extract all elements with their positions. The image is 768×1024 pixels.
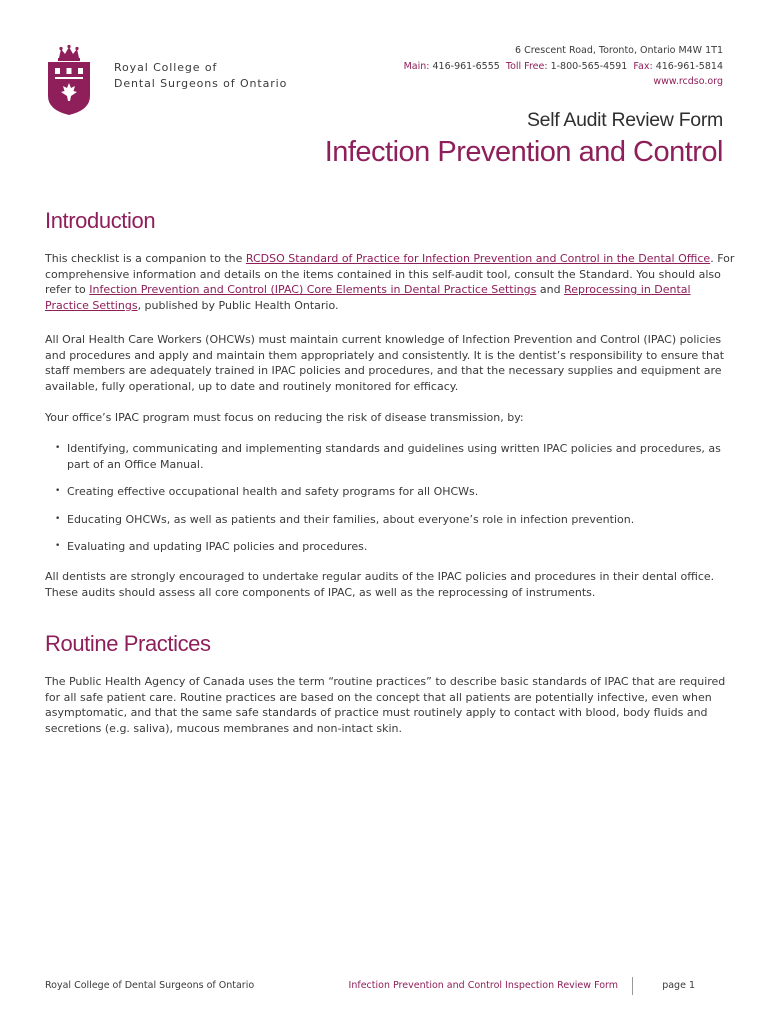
intro-paragraph-3: Your office’s IPAC program must focus on reducing the risk of disease transmission, by: bbox=[45, 411, 524, 424]
footer-divider bbox=[632, 977, 633, 995]
routine-practices-heading: Routine Practices bbox=[45, 631, 211, 656]
list-item-text: Creating effective occupational health and safety programs for all OHCWs. bbox=[67, 485, 479, 498]
list-item bbox=[45, 441, 735, 472]
fax-phone: 416-961-5814 bbox=[655, 60, 723, 72]
list-item-text: Identifying, communicating and implementing standards and guidelines using written IPAC policies and procedures, as part of an Office Manual. bbox=[67, 442, 721, 471]
phone-line bbox=[404, 59, 723, 75]
page-footer bbox=[45, 979, 723, 995]
list-item bbox=[45, 512, 735, 528]
rcdso-crest-logo bbox=[46, 44, 92, 116]
tollfree-label: Toll Free: bbox=[505, 60, 548, 72]
routine-paragraph-1: The Public Health Agency of Canada uses the term “routine practices” to describe basic standards of IPAC that are required for all safe patient care. Routine practices are based on the concept that all patients are potentially infective, even when asymptomatic, and that the same safe standards of practice must routinely apply to contact with blood, body fluids and secretions (e.g. saliva), mucous membranes and non-intact skin. bbox=[45, 675, 726, 735]
website-link[interactable]: www.rcdso.org bbox=[653, 76, 723, 87]
main-label: Main: bbox=[403, 60, 430, 72]
list-item bbox=[45, 484, 735, 500]
footer-form-name: Infection Prevention and Control Inspection Review Form bbox=[348, 980, 618, 991]
reprocessing-link[interactable]: Reprocessing in Dental Practice Settings bbox=[45, 283, 691, 312]
address: 6 Crescent Road, Toronto, Ontario M4W 1T1 bbox=[515, 45, 723, 56]
page-number: page 1 bbox=[662, 980, 695, 991]
list-item bbox=[45, 539, 735, 555]
bullet-icon: • bbox=[55, 513, 61, 524]
org-name-line1: Royal College of bbox=[114, 61, 218, 74]
intro-p1-text-d: , published by Public Health Ontario. bbox=[137, 298, 339, 312]
footer-org-name: Royal College of Dental Surgeons of Ontario bbox=[45, 980, 255, 991]
ipac-program-list bbox=[45, 441, 735, 567]
ipac-core-elements-link[interactable]: Infection Prevention and Control (IPAC) Core Elements in Dental Practice Settings bbox=[89, 283, 537, 296]
fax-label: Fax: bbox=[633, 60, 653, 72]
intro-p1-text-a: This checklist is a companion to the bbox=[45, 252, 246, 265]
contact-block bbox=[404, 43, 723, 90]
bullet-icon: • bbox=[55, 486, 61, 496]
list-item-text: Educating OHCWs, as well as patients and their families, about everyone’s role in infection prevention. bbox=[67, 512, 635, 526]
intro-p1-text-b: . For comprehensive information and details on the items contained in this self-audit tool, consult the Standard. You should also refer to bbox=[45, 252, 735, 296]
intro-p1-text-c: and bbox=[536, 283, 565, 296]
intro-paragraph-2: All Oral Health Care Workers (OHCWs) must maintain current knowledge of Infection Prevention and Control (IPAC) policies and procedures and apply and maintain them appropriately and consistently. It is the dentist’s responsibility to ensure that staff members are adequately trained in IPAC policies and procedures, and that the necessary supplies and equipment are available, fully operational, up to date and routinely monitored for efficacy. bbox=[45, 333, 725, 393]
form-subtitle: Self Audit Review Form bbox=[526, 109, 723, 131]
main-phone: 416-961-6555 bbox=[432, 60, 500, 72]
bullet-icon: • bbox=[55, 541, 61, 551]
organization-name bbox=[114, 60, 287, 92]
intro-paragraph-1 bbox=[45, 251, 735, 313]
intro-paragraph-4: All dentists are strongly encouraged to undertake regular audits of the IPAC policies and procedures in their dental office. These audits should assess all core components of IPAC, as well as the reprocessing of instruments. bbox=[45, 570, 715, 599]
bullet-icon: • bbox=[55, 443, 61, 453]
rcdso-standard-link[interactable]: RCDSO Standard of Practice for Infection Prevention and Control in the Dental Office bbox=[245, 252, 711, 265]
tollfree-phone: 1-800-565-4591 bbox=[550, 60, 628, 72]
introduction-heading: Introduction bbox=[45, 208, 156, 233]
list-item-text: Evaluating and updating IPAC policies and procedures. bbox=[67, 540, 368, 553]
org-name-line2: Dental Surgeons of Ontario bbox=[114, 77, 288, 90]
form-title: Infection Prevention and Control bbox=[324, 136, 723, 168]
